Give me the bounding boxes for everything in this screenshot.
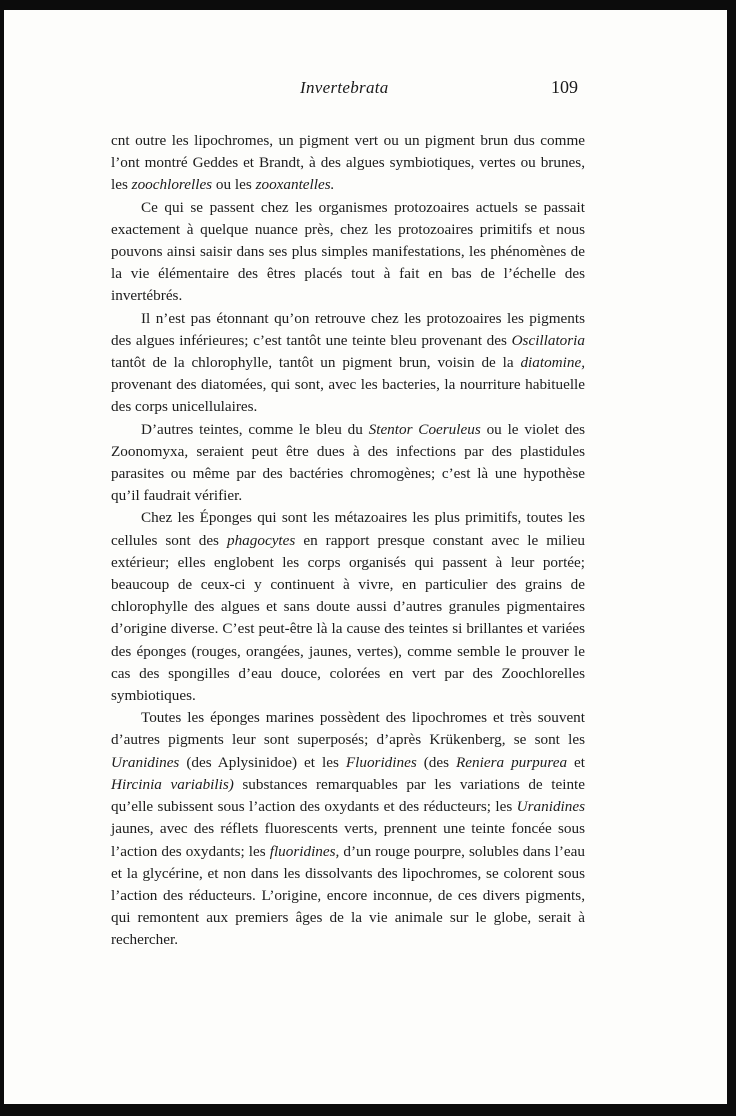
paragraph xyxy=(111,130,585,197)
paragraph xyxy=(111,197,585,308)
text-run: Chez les Éponges qui sont les métazoaires les plus primitifs, toutes les cellules sont des xyxy=(111,509,585,549)
text-run: Toutes les éponges marines possèdent des lipochromes et très souvent d’autres pigments leur sont superposés; d’après Krükenberg, se sont les xyxy=(111,709,585,749)
text-run: ou les xyxy=(212,176,256,194)
italic-term: Reniera purpurea xyxy=(456,753,568,771)
italic-term: Uranidines xyxy=(111,753,180,771)
italic-term: Stentor Coeruleus xyxy=(368,420,481,438)
italic-term: Uranidines xyxy=(516,798,585,816)
text-run: en rapport presque constant avec le milieu extérieur; elles englobent les corps organisés qui passent à leur portée; beaucoup de ceux-ci y continuent à vivre, en particulier des grains de chlorophylle des algues et sans doute aussi d’autres granules pigmentaires d’origine diverse. C’est peut-être là la cause des teintes si brillantes et variées des éponges (rouges, orangées, jaunes, vertes), comme semble le prouver le cas des spongilles d’eau douce, colorées en vert par des Zoochlorelles symbiotiques. xyxy=(111,531,585,705)
italic-term: Fluoridines xyxy=(345,753,417,771)
text-run: provenant des diatomées, qui sont, avec les bacteries, la nourriture habituelle des corps unicellulaires. xyxy=(111,376,585,416)
text-run: cnt outre les lipochromes, un pigment vert ou un pigment brun dus comme l’ont montré Geddes et Brandt, à des algues symbiotiques, vertes ou brunes, les xyxy=(111,132,585,194)
text-run: jaunes, avec des réflets fluorescents verts, prennent une teinte foncée sous l’action des oxydants; les xyxy=(111,820,585,860)
text-run: substances remarquables par les variations de teinte qu’elle subissent sous l’action des oxydants et des réducteurs; les xyxy=(111,775,586,816)
book-page xyxy=(4,10,727,1104)
italic-term: phagocytes xyxy=(226,531,296,549)
italic-term: zooxantelles. xyxy=(255,176,335,194)
text-run: Ce qui se passent chez les organismes protozoaires actuels se passait exactement à quelque nuance près, chez les protozoaires primitifs et nous pouvons ainsi saisir dans ses plus simples manifestations, les phénomènes de la vie élémentaire des êtres placés tout à fait en bas de l’échelle des invertébrés. xyxy=(111,198,585,305)
paragraph xyxy=(111,707,585,951)
text-run: tantôt de la chlorophylle, tantôt un pigment brun, voisin de la xyxy=(111,354,521,372)
italic-term: Hircinia variabilis) xyxy=(111,775,234,793)
text-run: et xyxy=(567,753,585,771)
text-run: (des Aplysinidoe) et les xyxy=(179,753,346,771)
page-number: 109 xyxy=(551,77,578,97)
paragraph xyxy=(111,308,585,419)
text-run: (des xyxy=(416,753,457,771)
paragraph xyxy=(111,419,585,508)
italic-term: Oscillatoria xyxy=(511,331,585,349)
text-run: d’un rouge pourpre, solubles dans l’eau et la glycérine, et non dans les dissolvants des lipochromes, se colorent sous l’action des réducteurs. L’origine, encore inconnue, de ces divers pigments, qui remontent aux premiers âges de la vie animale sur le globe, serait à rechercher. xyxy=(111,842,585,949)
italic-term: zoochlorelles xyxy=(131,176,213,194)
body-text xyxy=(111,130,585,952)
page-header xyxy=(4,78,727,108)
italic-term: fluoridines, xyxy=(269,842,340,860)
running-title: Invertebrata xyxy=(300,78,389,97)
paragraph xyxy=(111,507,585,707)
text-run: D’autres teintes, comme le bleu du xyxy=(141,420,369,438)
italic-term: diatomine, xyxy=(520,354,585,372)
text-run: ou le violet des Zoonomyxa, seraient peut être dues à des infections par des plastidules parasites ou même par des bactéries chromogènes; c’est là une hypothèse qu’il faudrait vérifier. xyxy=(111,420,585,505)
text-run: Il n’est pas étonnant qu’on retrouve chez les protozoaires les pigments des algues inférieures; c’est tantôt une teinte bleu provenant des xyxy=(111,309,585,349)
